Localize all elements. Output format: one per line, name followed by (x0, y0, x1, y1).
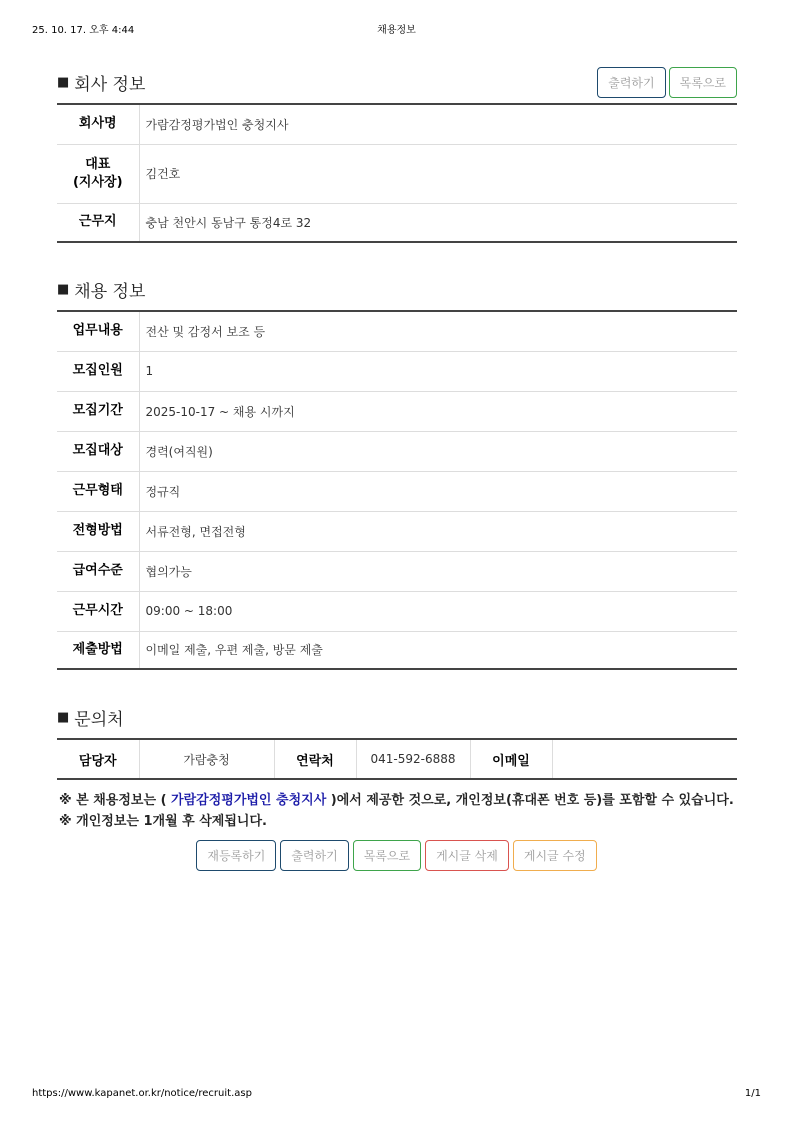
bottom-button-bar (0, 840, 793, 871)
recruit-info-table (57, 310, 737, 670)
print-doc-title: 채용정보 (377, 25, 416, 36)
contact-section (57, 702, 737, 780)
row-label: 제출방법 (57, 631, 139, 669)
contact-section-title (57, 705, 124, 730)
recruit-section (57, 274, 737, 670)
recruit-section-title-text: 채용 정보 (74, 282, 146, 302)
list-button[interactable]: 목록으로 (669, 67, 737, 98)
representative-label-line2: (지사장) (72, 174, 123, 190)
row-label: 모집인원 (57, 351, 139, 391)
notice-line-1 (59, 790, 759, 811)
row-value: 1 (139, 351, 737, 391)
square-bullet-icon: ■ (57, 710, 70, 725)
row-label: 근무형태 (57, 471, 139, 511)
print-url: https://www.kapanet.or.kr/notice/recruit.asp (32, 1088, 252, 1099)
representative-label-line1: 대표 (85, 156, 111, 172)
company-section-header (57, 67, 737, 103)
phone-value: 041-592-6888 (356, 739, 470, 779)
recruit-section-title (57, 277, 145, 302)
print-button[interactable]: 출력하기 (597, 67, 665, 98)
row-value: 서류전형, 면접전형 (139, 511, 737, 551)
workplace-label: 근무지 (57, 203, 139, 242)
table-row (57, 631, 737, 669)
table-row (57, 739, 737, 779)
notice-prefix: ※ 본 채용정보는 ( (59, 793, 172, 808)
privacy-notice (59, 790, 759, 832)
company-section (57, 67, 737, 243)
edit-post-button[interactable]: 게시글 수정 (513, 840, 597, 871)
manager-value: 가람충청 (139, 739, 274, 779)
notice-line-2: ※ 개인정보는 1개월 후 삭제됩니다. (59, 814, 267, 829)
table-row (57, 104, 737, 144)
square-bullet-icon: ■ (57, 282, 70, 297)
row-label: 전형방법 (57, 511, 139, 551)
company-section-title-text: 회사 정보 (74, 75, 146, 95)
page-number: 1/1 (744, 1088, 761, 1099)
phone-label: 연락처 (274, 739, 356, 779)
table-row (57, 203, 737, 242)
row-label: 근무시간 (57, 591, 139, 631)
row-label: 업무내용 (57, 311, 139, 351)
notice-company-name: 가람감정평가법인 충청지사 (171, 793, 327, 808)
representative-label (57, 144, 139, 203)
print-button-bottom[interactable]: 출력하기 (280, 840, 348, 871)
company-name-label: 회사명 (57, 104, 139, 144)
notice-suffix: )에서 제공한 것으로, 개인정보(휴대폰 번호 등)를 포함할 수 있습니다. (326, 793, 734, 808)
table-row (57, 431, 737, 471)
table-row (57, 551, 737, 591)
row-value: 09:00 ~ 18:00 (139, 591, 737, 631)
print-date: 25. 10. 17. 오후 4:44 (32, 25, 135, 36)
square-bullet-icon: ■ (57, 75, 70, 90)
row-value: 2025-10-17 ~ 채용 시까지 (139, 391, 737, 431)
print-footer (32, 1088, 761, 1102)
delete-post-button[interactable]: 게시글 삭제 (425, 840, 509, 871)
company-header-buttons (597, 67, 737, 98)
row-value: 전산 및 감정서 보조 등 (139, 311, 737, 351)
company-name-value: 가람감정평가법인 충청지사 (139, 104, 737, 144)
table-row (57, 471, 737, 511)
list-button-bottom[interactable]: 목록으로 (353, 840, 421, 871)
row-value: 협의가능 (139, 551, 737, 591)
email-value (552, 739, 737, 779)
table-row (57, 351, 737, 391)
recruit-section-header (57, 274, 737, 310)
table-row (57, 391, 737, 431)
reregister-button[interactable]: 재등록하기 (196, 840, 276, 871)
row-label: 급여수준 (57, 551, 139, 591)
company-info-table (57, 103, 737, 243)
table-row (57, 591, 737, 631)
table-row (57, 144, 737, 203)
table-row (57, 311, 737, 351)
row-value: 경력(여직원) (139, 431, 737, 471)
print-header (32, 21, 761, 35)
workplace-value: 충남 천안시 동남구 통정4로 32 (145, 215, 312, 230)
row-value: 이메일 제출, 우편 제출, 방문 제출 (145, 643, 323, 658)
table-row (57, 511, 737, 551)
row-label: 모집기간 (57, 391, 139, 431)
representative-value: 김건호 (139, 144, 737, 203)
contact-section-title-text: 문의처 (74, 710, 124, 730)
contact-section-header (57, 702, 737, 738)
company-section-title (57, 70, 145, 95)
row-label: 모집대상 (57, 431, 139, 471)
manager-label: 담당자 (57, 739, 139, 779)
email-label: 이메일 (470, 739, 552, 779)
contact-table (57, 738, 737, 780)
row-value: 정규직 (139, 471, 737, 511)
